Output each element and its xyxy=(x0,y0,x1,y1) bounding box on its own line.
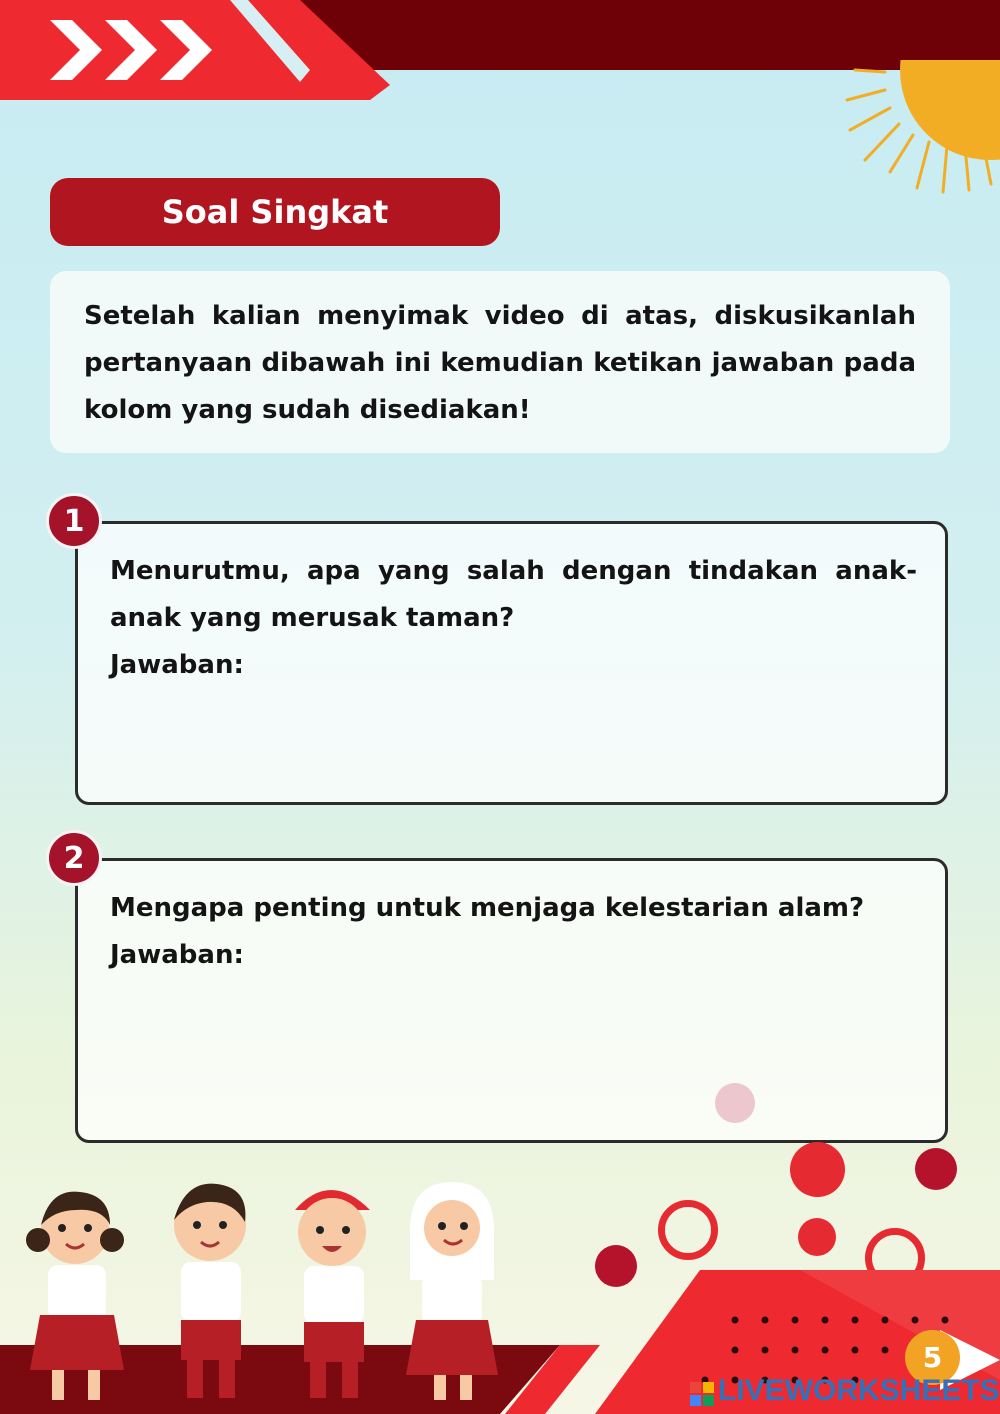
answer-field-1[interactable] xyxy=(110,689,917,779)
liveworksheets-logo-icon xyxy=(690,1382,714,1406)
instruction-text: Setelah kalian menyimak video di atas, diskusikanlah pertanyaan dibawah ini kemudian ketikan jawaban pada kolom yang sudah disediakan! xyxy=(84,301,916,425)
answer-label: Jawaban: xyxy=(110,650,244,680)
chevron-right-icon xyxy=(50,20,102,80)
answer-field-2[interactable] xyxy=(110,979,917,1129)
question-number-badge: 1 xyxy=(46,493,102,549)
question-text: Mengapa penting untuk menjaga kelestarian alam? xyxy=(110,893,865,923)
students-illustration xyxy=(10,1170,530,1410)
page-title xyxy=(50,178,500,246)
page-title-label: Soal Singkat xyxy=(161,193,389,231)
answer-label: Jawaban: xyxy=(110,940,244,970)
watermark-text: LIVEWORKSHEETS xyxy=(718,1374,1000,1407)
question-text: Menurutmu, apa yang salah dengan tindakan anak-anak yang merusak taman? xyxy=(110,556,917,633)
decor-dot xyxy=(915,1148,957,1190)
instruction-card xyxy=(50,271,950,453)
question-box-1 xyxy=(75,521,948,805)
sun-icon xyxy=(835,60,1000,200)
question-box-2 xyxy=(75,858,948,1143)
chevron-right-icon xyxy=(160,20,212,80)
page-number-badge: 5 xyxy=(905,1330,960,1385)
decor-dot xyxy=(715,1083,755,1123)
question-number-badge: 2 xyxy=(46,830,102,886)
chevron-right-icon xyxy=(105,20,157,80)
decor-dot xyxy=(790,1142,845,1197)
